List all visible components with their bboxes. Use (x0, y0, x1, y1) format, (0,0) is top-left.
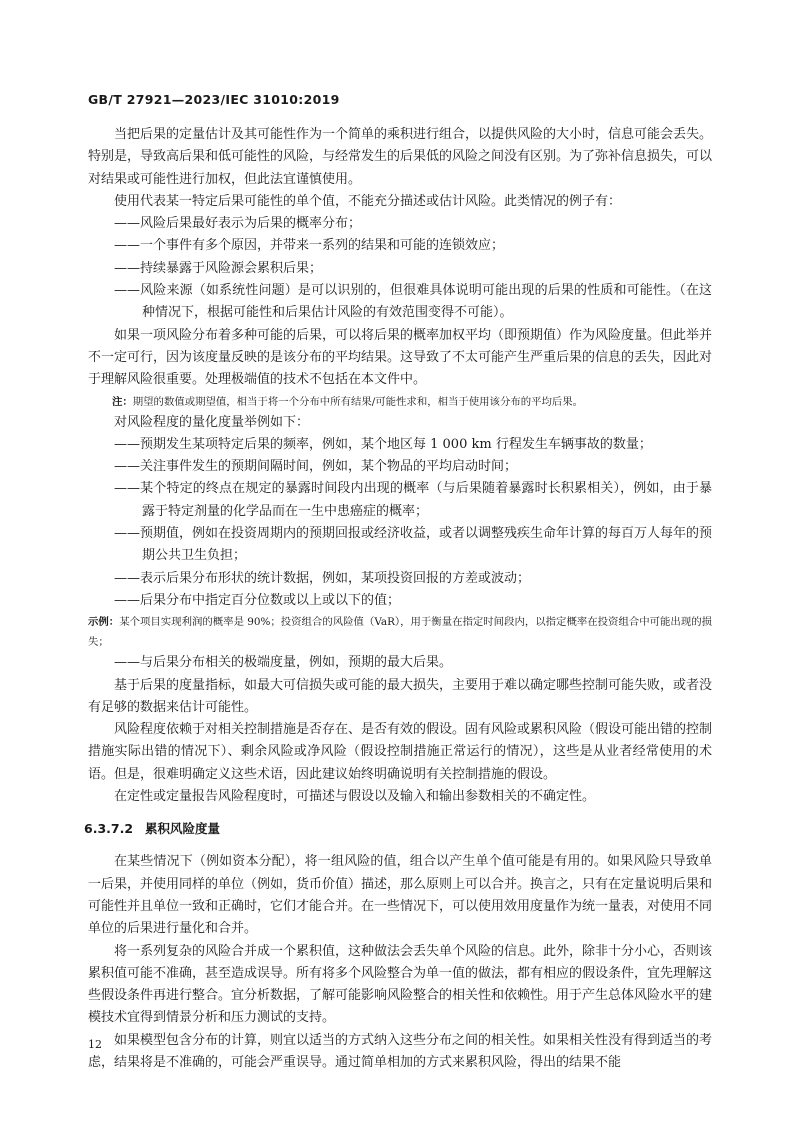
section-6-3-7-1-content (88, 124, 712, 808)
paragraph: 如果一项风险分布着多种可能的后果，可以将后果的概率加权平均（即预期值）作为风险度量。但此举并不一定可行，因为该度量反映的是该分布的平均结果。这导致了不太可能产生严重后果的信息的丢失，因此对于理解风险很重要。处理极端值的技术不包括在本文件中。 (88, 327, 713, 388)
list-item: ——关注事件发生的预期间隔时间，例如，某个物品的平均启动时间； (114, 459, 518, 475)
note-text: 期望的数值或期望值，相当于将一个分布中所有结果/可能性求和，相当于使用该分布的平均后果。 (132, 395, 584, 408)
list-item: ——表示后果分布形状的统计数据，例如，某项投资回报的方差或波动； (114, 570, 531, 586)
list-item: ——某个特定的终点在规定的暴露时间段内出现的概率（与后果随着暴露时长积累相关），例如，由于暴露于特定剂量的化学品而在一生中患癌症的概率； (114, 481, 712, 519)
paragraph: 在某些情况下（例如资本分配），将一组风险的值，组合以产生单个值可能是有用的。如果风险只导致单一后果，并使用同样的单位（例如，货币价值）描述，那么原则上可以合并。换言之，只有在定量说明后果和可能性并且单位一致和正确时，它们才能合并。在一些情况下，可以使用效用度量作为统一量表，对使用不同单位的后果进行量化和合并。 (88, 854, 713, 937)
list-item: ——预期值，例如在投资周期内的预期回报或经济收益，或者以调整残疾生命年计算的每百万人每年的预期公共卫生负担； (114, 526, 713, 564)
example-label: 示例： (88, 616, 120, 629)
paragraph: 如果模型包含分布的计算，则宜以适当的方式纳入这些分布之间的相关性。如果相关性没有得到适当的考虑，结果将是不准确的，可能会严重误导。通过简单相加的方式来累积风险，得出的结果不能 (88, 1032, 713, 1070)
section-heading (84, 818, 712, 840)
list-item: ——与后果分布相关的极端度量，例如，预期的最大后果。 (114, 655, 453, 671)
list-item: ——风险来源（如系统性问题）是可以识别的，但很难具体说明可能出现的后果的性质和可能性。（在这种情况下，根据可能性和后果估计风险的有效范围变得不可能）。 (114, 283, 712, 321)
section-title: 累积风险度量 (145, 821, 221, 837)
paragraph: 基于后果的度量指标，如最大可信损失或可能的最大损失，主要用于难以确定哪些控制可能失败，或者没有足够的数据来估计可能性。 (88, 677, 713, 715)
list-item: ——一个事件有多个原因，并带来一系列的结果和可能的连锁效应； (114, 238, 505, 254)
note-label: 注： (112, 395, 133, 408)
paragraph: 风险程度依赖于对相关控制措施是否存在、是否有效的假设。固有风险或累积风险（假设可能出错的控制措施实际出错的情况下）、剩余风险或净风险（假设控制措施正常运行的情况），这些是从业者经常使用的术语。但是，很难明确定义这些术语，因此建议始终明确说明有关控制措施的假设。 (88, 722, 713, 782)
standard-header: GB/T 27921—2023/IEC 31010:2019 (88, 92, 340, 107)
list-item: ——预期发生某项特定后果的频率，例如，某个地区每 1 000 km 行程发生车辆事故的数量； (114, 436, 652, 452)
example-text: 某个项目实现利润的概率是 90%；投资组合的风险值（VaR），用于衡量在指定时间段内，以指定概率在投资组合中可能出现的损失； (88, 616, 713, 649)
paragraph: 使用代表某一特定后果可能性的单个值，不能充分描述或估计风险。此类情况的例子有： (114, 193, 622, 209)
paragraph: 对风险程度的量化度量举例如下： (114, 414, 310, 430)
paragraph: 当把后果的定量估计及其可能性作为一个简单的乘积进行组合，以提供风险的大小时，信息可能会丢失。特别是，导致高后果和低可能性的风险，与经常发生的后果低的风险之间没有区别。为了弥补信息损失，可以对结果或可能性进行加权，但此法宜谨慎使用。 (88, 127, 713, 187)
body-text (84, 124, 713, 1074)
section-number: 6.3.7.2 (84, 821, 134, 837)
paragraph: 将一系列复杂的风险合并成一个累积值，这种做法会丢失单个风险的信息。此外，除非十分小心，否则该累积值可能不准确，甚至造成误导。所有将多个风险整合为单一值的做法，都有相应的假设条件，宜先理解这些假设条件再进行整合。宜分析数据，了解可能影响风险整合的相关性和依赖性。用于产生总体风险水平的建模技术宜得到情景分析和压力测试的支持。 (88, 943, 713, 1026)
page-number: 12 (88, 1038, 102, 1051)
note-paragraph (88, 392, 712, 412)
paragraph: 在定性或定量报告风险程度时，可描述与假设以及输入和输出参数相关的不确定性。 (114, 789, 596, 805)
list-item: ——持续暴露于风险源会累积后果； (114, 260, 323, 276)
section-6-3-7-2-content (88, 851, 712, 1074)
list-item: ——后果分布中指定百分位数或以上或以下的值； (114, 592, 401, 608)
example-paragraph (88, 612, 712, 652)
list-item: ——风险后果最好表示为后果的概率分布； (114, 216, 362, 232)
